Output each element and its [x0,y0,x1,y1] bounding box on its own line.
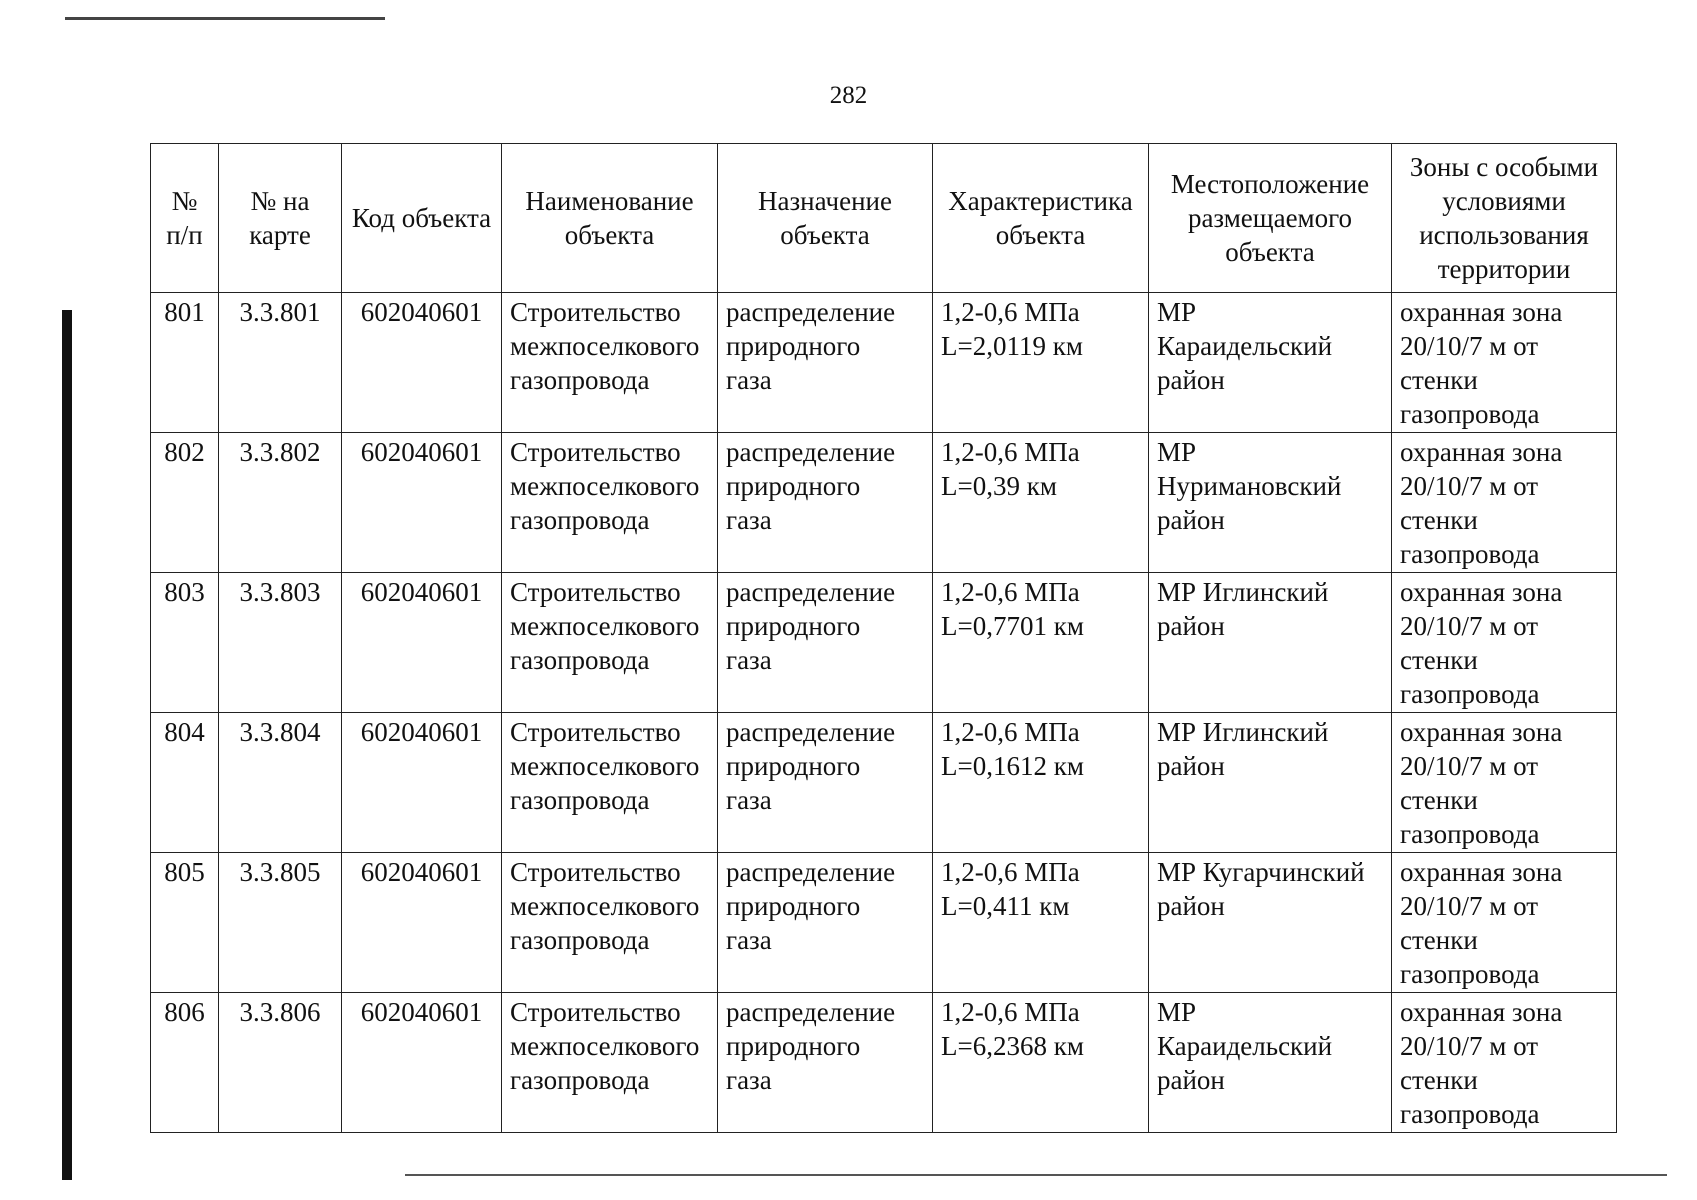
cell-object-location: МР Кугарчинский район [1149,853,1392,993]
scan-bottom-line [405,1174,1667,1176]
header-row-number: № п/п [151,144,219,293]
cell-object-name: Строительство межпоселкового газопровода [502,293,718,433]
cell-special-zone: охранная зона 20/10/7 м от стенки газопровода [1392,433,1617,573]
scan-left-edge [62,310,72,1180]
cell-row-number: 804 [151,713,219,853]
cell-special-zone: охранная зона 20/10/7 м от стенки газопровода [1392,993,1617,1133]
cell-object-purpose: распределение природного газа [718,713,933,853]
header-object-spec: Характеристика объекта [933,144,1149,293]
cell-object-code: 602040601 [342,433,502,573]
cell-object-spec: 1,2-0,6 МПа L=0,1612 км [933,713,1149,853]
cell-object-code: 602040601 [342,713,502,853]
cell-map-number: 3.3.801 [219,293,342,433]
cell-object-location: МР Караидельский район [1149,993,1392,1133]
cell-map-number: 3.3.803 [219,573,342,713]
cell-row-number: 803 [151,573,219,713]
cell-object-spec: 1,2-0,6 МПа L=6,2368 км [933,993,1149,1133]
table-row [151,433,1617,573]
cell-object-code: 602040601 [342,993,502,1133]
cell-object-name: Строительство межпоселкового газопровода [502,573,718,713]
cell-special-zone: охранная зона 20/10/7 м от стенки газопровода [1392,713,1617,853]
cell-object-location: МР Караидельский район [1149,293,1392,433]
cell-row-number: 805 [151,853,219,993]
cell-object-location: МР Иглинский район [1149,713,1392,853]
header-object-purpose: Назначение объекта [718,144,933,293]
cell-object-code: 602040601 [342,853,502,993]
cell-object-location: МР Иглинский район [1149,573,1392,713]
cell-row-number: 801 [151,293,219,433]
cell-object-name: Строительство межпоселкового газопровода [502,713,718,853]
cell-object-purpose: распределение природного газа [718,853,933,993]
cell-object-code: 602040601 [342,293,502,433]
cell-object-name: Строительство межпоселкового газопровода [502,433,718,573]
header-object-code: Код объекта [342,144,502,293]
cell-special-zone: охранная зона 20/10/7 м от стенки газопровода [1392,573,1617,713]
page-number: 282 [829,82,868,109]
cell-object-purpose: распределение природного газа [718,573,933,713]
header-special-zones: Зоны с особыми условиями использования территории [1392,144,1617,293]
cell-object-purpose: распределение природного газа [718,293,933,433]
table-row [151,573,1617,713]
cell-row-number: 806 [151,993,219,1133]
cell-row-number: 802 [151,433,219,573]
cell-special-zone: охранная зона 20/10/7 м от стенки газопровода [1392,853,1617,993]
table-header [151,144,1617,293]
header-object-name: Наименование объекта [502,144,718,293]
cell-map-number: 3.3.802 [219,433,342,573]
header-map-number: № на карте [219,144,342,293]
cell-object-purpose: распределение природного газа [718,993,933,1133]
cell-object-spec: 1,2-0,6 МПа L=0,411 км [933,853,1149,993]
header-object-location: Местоположение размещаемого объекта [1149,144,1392,293]
cell-object-spec: 1,2-0,6 МПа L=2,0119 км [933,293,1149,433]
cell-object-spec: 1,2-0,6 МПа L=0,7701 км [933,573,1149,713]
header-row [151,144,1617,293]
table-row [151,713,1617,853]
cell-object-code: 602040601 [342,573,502,713]
cell-object-purpose: распределение природного газа [718,433,933,573]
cell-object-name: Строительство межпоселкового газопровода [502,853,718,993]
objects-table [150,143,1617,1133]
cell-object-name: Строительство межпоселкового газопровода [502,993,718,1133]
table-row [151,293,1617,433]
scan-top-line [65,17,385,20]
table-row [151,853,1617,993]
cell-map-number: 3.3.804 [219,713,342,853]
cell-map-number: 3.3.806 [219,993,342,1133]
cell-object-spec: 1,2-0,6 МПа L=0,39 км [933,433,1149,573]
cell-map-number: 3.3.805 [219,853,342,993]
cell-special-zone: охранная зона 20/10/7 м от стенки газопровода [1392,293,1617,433]
table-body [151,293,1617,1133]
table-row [151,993,1617,1133]
cell-object-location: МР Нуримановский район [1149,433,1392,573]
